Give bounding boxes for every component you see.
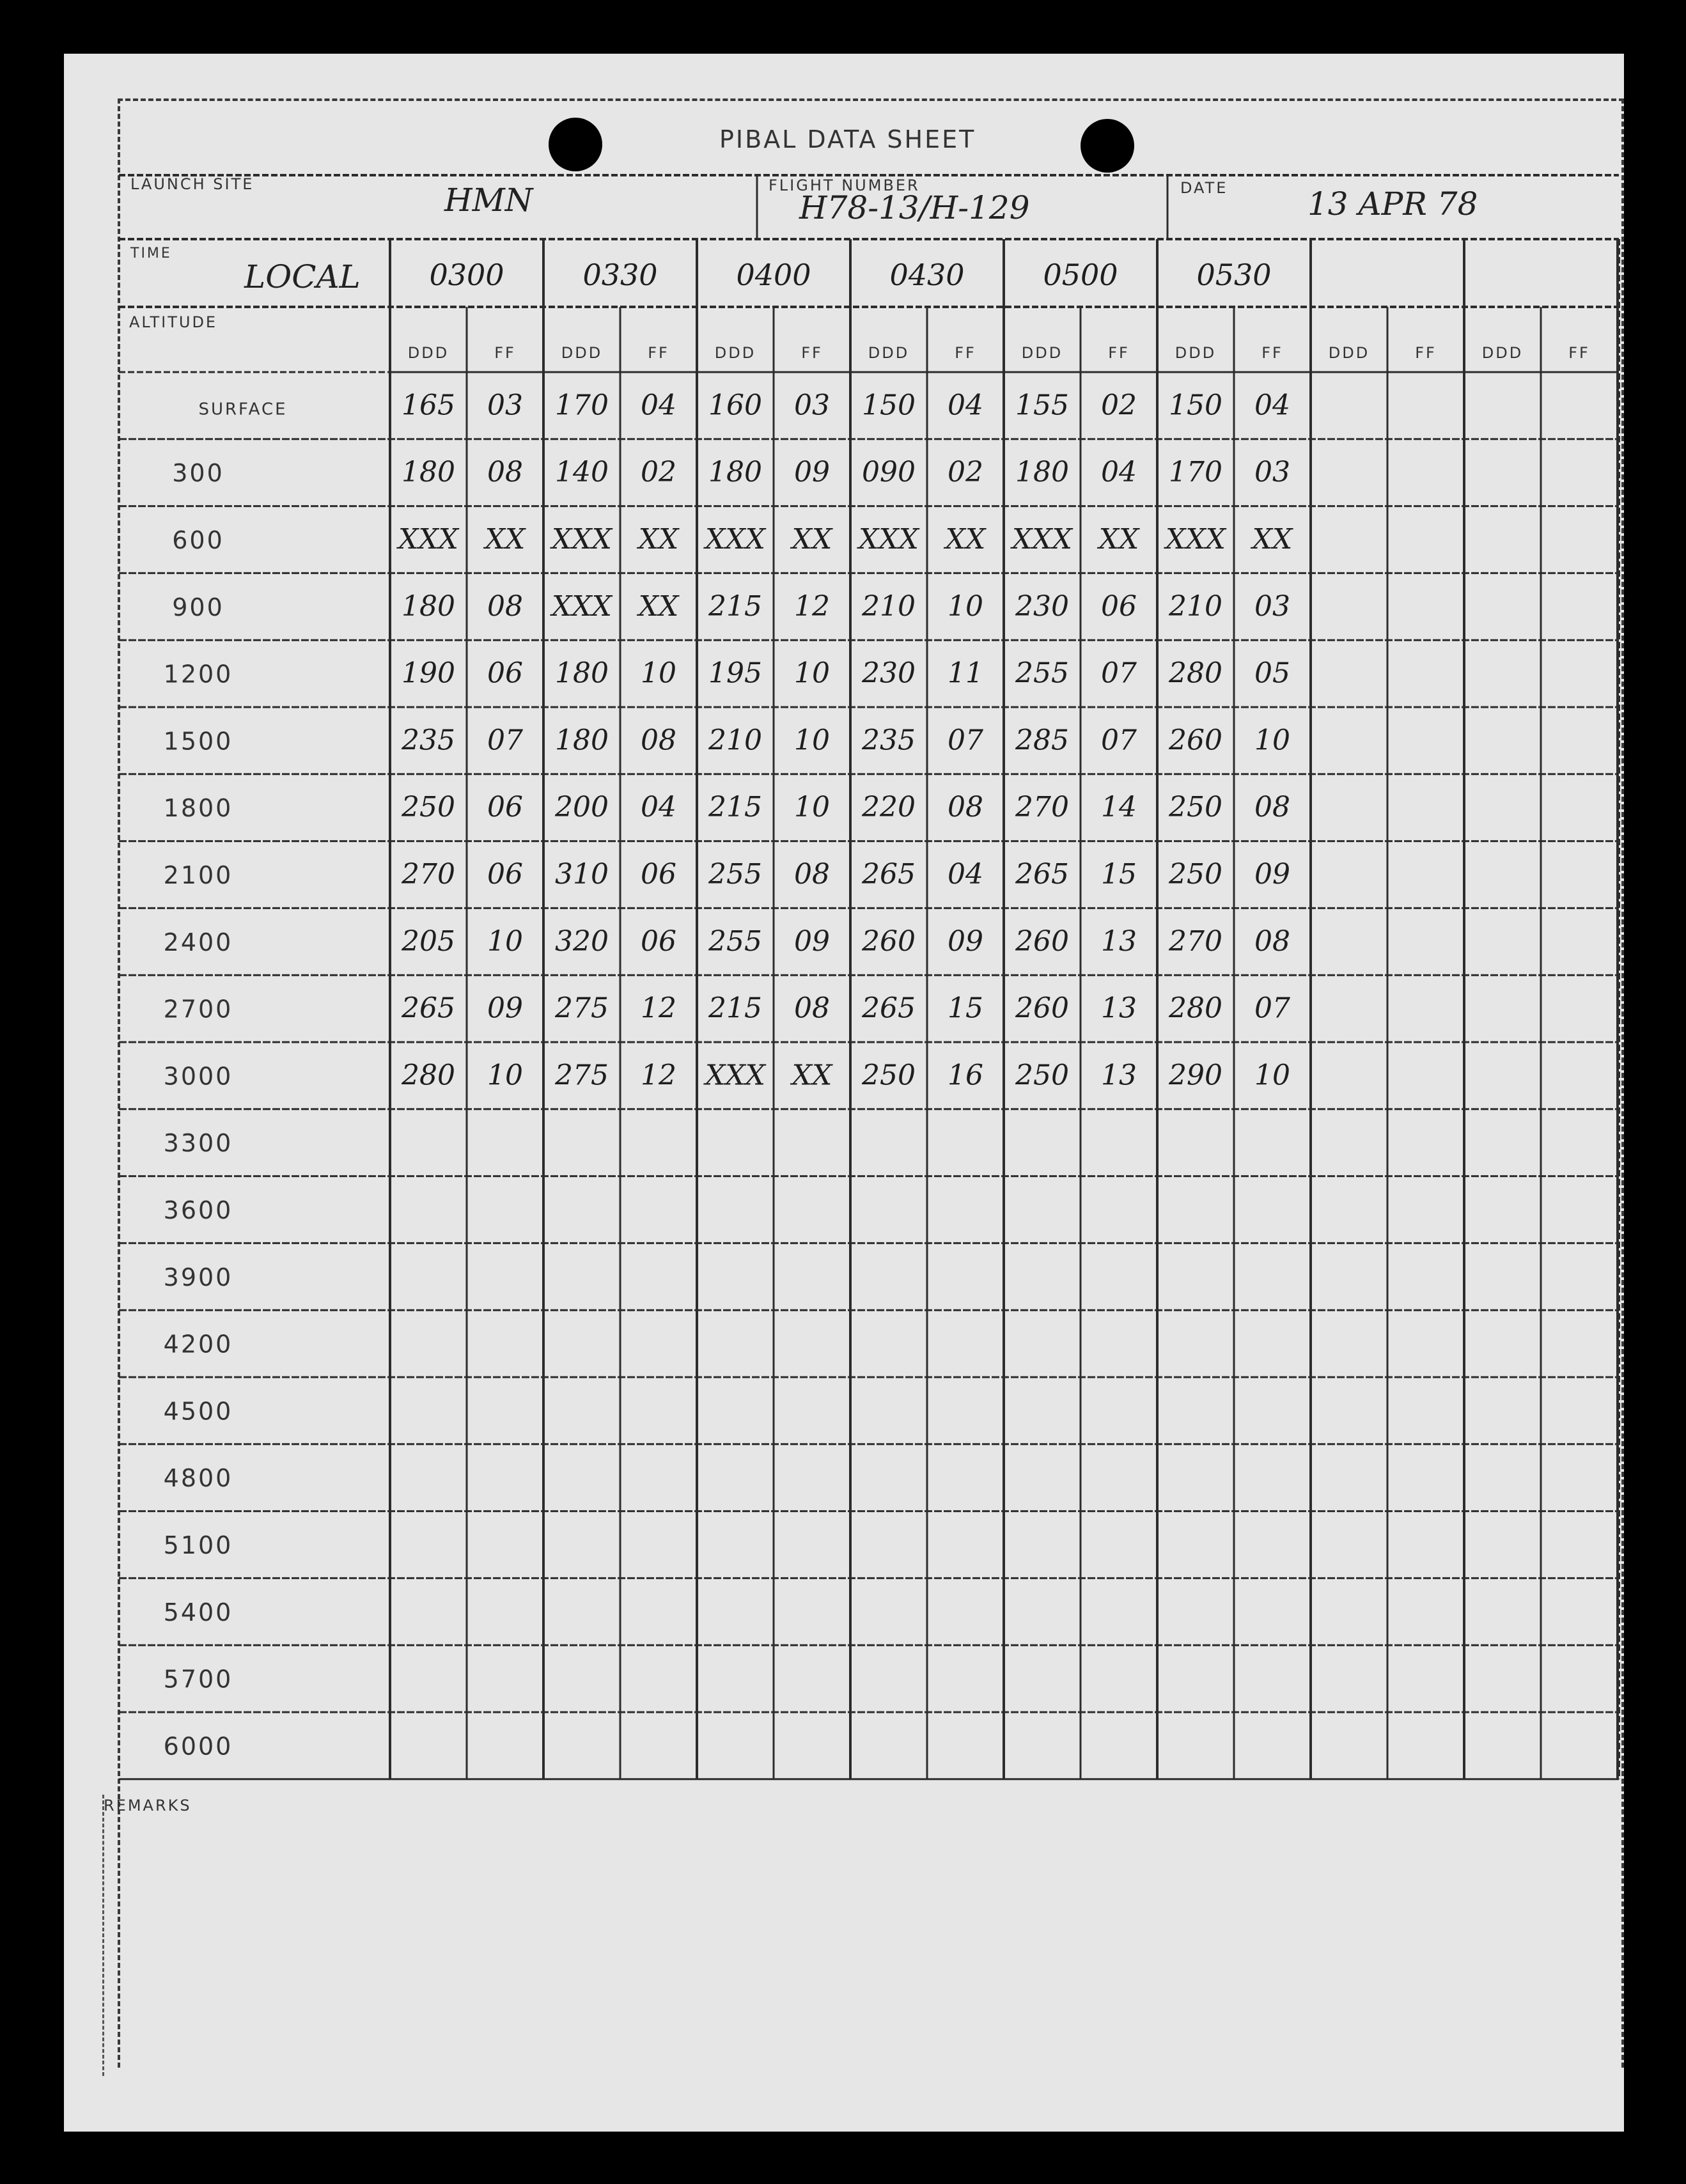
- altitude-value: 2400: [163, 928, 233, 956]
- ff-value: XX: [638, 523, 679, 556]
- ff-value: 08: [794, 992, 830, 1025]
- ff-value: 05: [1254, 657, 1290, 690]
- launch-site-label: LAUNCH SITE: [130, 175, 254, 193]
- altitude-value: 2700: [163, 995, 233, 1024]
- ddd-value: 155: [1015, 389, 1069, 422]
- ddd-value: 310: [555, 858, 609, 891]
- ddd-value: 320: [555, 924, 609, 958]
- ff-value: 08: [948, 791, 983, 824]
- ff-value: 06: [641, 924, 676, 958]
- ddd-value: 195: [708, 657, 762, 690]
- ff-value: 06: [641, 858, 676, 891]
- ddd-value: 180: [402, 589, 455, 623]
- ddd-value: 190: [402, 657, 455, 690]
- altitude-label: ALTITUDE: [129, 313, 218, 331]
- data-sheet: [64, 54, 1624, 2132]
- time-label: 0330: [582, 258, 658, 292]
- ddd-value: XXX: [1012, 523, 1072, 556]
- ff-value: 10: [487, 1059, 523, 1092]
- ff-value: 10: [641, 657, 676, 690]
- ff-value: 07: [1101, 657, 1137, 690]
- ddd-value: 260: [862, 924, 916, 958]
- ff-value: 10: [948, 589, 983, 623]
- ddd-value: 170: [555, 389, 609, 422]
- ff-value: 04: [1101, 456, 1137, 489]
- ff-value: XX: [485, 523, 526, 556]
- ff-value: XX: [1252, 523, 1293, 556]
- date-label: DATE: [1180, 179, 1228, 197]
- ff-value: 10: [1254, 724, 1290, 757]
- ff-header: FF: [801, 344, 823, 362]
- altitude-value: 2100: [163, 861, 233, 889]
- ddd-header: DDD: [561, 344, 603, 362]
- ff-value: 04: [948, 389, 983, 422]
- ddd-value: 220: [862, 791, 916, 824]
- ff-value: 14: [1101, 791, 1137, 824]
- ddd-value: 090: [862, 456, 916, 489]
- ff-value: 09: [794, 924, 830, 958]
- ddd-value: 215: [708, 589, 762, 623]
- ddd-value: 215: [708, 791, 762, 824]
- ddd-value: XXX: [552, 589, 612, 623]
- ff-value: 09: [794, 456, 830, 489]
- ff-value: 06: [487, 657, 523, 690]
- altitude-value: 300: [172, 459, 224, 488]
- ddd-value: 285: [1015, 724, 1069, 757]
- ddd-value: 255: [708, 858, 762, 891]
- ddd-header: DDD: [1175, 344, 1217, 362]
- ff-value: 06: [487, 858, 523, 891]
- ddd-value: 250: [1169, 791, 1222, 824]
- ff-value: 03: [1254, 589, 1290, 623]
- altitude-value: 5400: [163, 1598, 233, 1626]
- altitude-value: 5100: [163, 1531, 233, 1559]
- time-label: 0430: [889, 258, 965, 292]
- ff-value: XX: [638, 589, 679, 623]
- ddd-value: 250: [1169, 858, 1222, 891]
- ddd-value: 180: [555, 724, 609, 757]
- ddd-value: 255: [1015, 657, 1069, 690]
- altitude-value: 6000: [163, 1732, 233, 1761]
- ff-header: FF: [1261, 344, 1283, 362]
- ff-header: FF: [1108, 344, 1130, 362]
- ff-value: 12: [641, 1059, 676, 1092]
- time-label: 0300: [429, 258, 504, 292]
- ddd-header: DDD: [1021, 344, 1063, 362]
- ddd-value: XXX: [398, 523, 458, 556]
- form-title: PIBAL DATA SHEET: [719, 125, 976, 153]
- time-label: 0530: [1196, 258, 1272, 292]
- ff-value: 11: [948, 657, 983, 690]
- ddd-value: 150: [862, 389, 916, 422]
- altitude-value: 900: [172, 593, 224, 621]
- ddd-value: 255: [708, 924, 762, 958]
- ddd-value: 265: [1015, 858, 1069, 891]
- date-value: 13 APR 78: [1307, 185, 1478, 222]
- ddd-value: 160: [708, 389, 762, 422]
- ff-value: 07: [1101, 724, 1137, 757]
- ff-value: 10: [1254, 1059, 1290, 1092]
- ff-header: FF: [1415, 344, 1437, 362]
- altitude-value: 3900: [163, 1263, 233, 1291]
- ff-header: FF: [648, 344, 669, 362]
- ddd-value: 250: [862, 1059, 916, 1092]
- ff-header: FF: [955, 344, 976, 362]
- altitude-value: 4500: [163, 1397, 233, 1426]
- ddd-value: 200: [555, 791, 609, 824]
- ff-value: 08: [487, 589, 523, 623]
- ff-value: 13: [1101, 1059, 1137, 1092]
- ddd-header: DDD: [1328, 344, 1370, 362]
- ff-value: 10: [794, 724, 830, 757]
- ddd-value: 290: [1169, 1059, 1222, 1092]
- ddd-value: 260: [1169, 724, 1222, 757]
- ff-value: 02: [1101, 389, 1137, 422]
- ff-value: 06: [487, 791, 523, 824]
- ff-value: 03: [487, 389, 523, 422]
- ff-value: 08: [794, 858, 830, 891]
- altitude-value: 5700: [163, 1665, 233, 1694]
- ddd-value: 270: [402, 858, 455, 891]
- ddd-value: 275: [555, 992, 609, 1025]
- ff-header: FF: [494, 344, 516, 362]
- ff-header: FF: [1568, 344, 1590, 362]
- ddd-value: 210: [708, 724, 762, 757]
- time-label: 0400: [736, 258, 811, 292]
- ddd-value: XXX: [552, 523, 612, 556]
- altitude-value: 1200: [163, 660, 233, 689]
- ddd-header: DDD: [1481, 344, 1524, 362]
- time-label: 0500: [1043, 258, 1118, 292]
- ddd-value: 250: [1015, 1059, 1069, 1092]
- ff-value: 09: [487, 992, 523, 1025]
- ff-value: 13: [1101, 992, 1137, 1025]
- ddd-value: 215: [708, 992, 762, 1025]
- ddd-value: 280: [1169, 992, 1222, 1025]
- ff-value: 13: [1101, 924, 1137, 958]
- ddd-value: 250: [402, 791, 455, 824]
- ff-value: 02: [948, 456, 983, 489]
- ff-value: 03: [794, 389, 830, 422]
- ddd-value: 265: [862, 858, 916, 891]
- ff-value: 06: [1101, 589, 1137, 623]
- ff-value: 08: [1254, 791, 1290, 824]
- time-zone-value: LOCAL: [244, 258, 361, 295]
- altitude-value: 3000: [163, 1062, 233, 1091]
- ff-value: 04: [1254, 389, 1290, 422]
- ddd-value: 180: [708, 456, 762, 489]
- ddd-value: 265: [402, 992, 455, 1025]
- ff-value: 12: [641, 992, 676, 1025]
- ff-value: XX: [792, 523, 832, 556]
- altitude-value: 3600: [163, 1196, 233, 1224]
- launch-site-value: HMN: [444, 182, 533, 219]
- ddd-value: 140: [555, 456, 609, 489]
- ff-value: XX: [1098, 523, 1139, 556]
- ddd-value: 275: [555, 1059, 609, 1092]
- ddd-value: 235: [402, 724, 455, 757]
- ddd-value: 150: [1169, 389, 1222, 422]
- ff-value: 09: [1254, 858, 1290, 891]
- ddd-value: 165: [402, 389, 455, 422]
- ff-value: 08: [641, 724, 676, 757]
- ddd-header: DDD: [714, 344, 756, 362]
- ddd-value: 180: [1015, 456, 1069, 489]
- ddd-value: 210: [1169, 589, 1222, 623]
- altitude-value: 4200: [163, 1330, 233, 1359]
- ff-value: 04: [641, 791, 676, 824]
- flight-number-value: H78-13/H-129: [799, 189, 1030, 226]
- ddd-value: 210: [862, 589, 916, 623]
- ddd-value: 230: [862, 657, 916, 690]
- ddd-header: DDD: [868, 344, 910, 362]
- ddd-value: 180: [402, 456, 455, 489]
- altitude-value: 1500: [163, 727, 233, 756]
- ff-value: 10: [794, 657, 830, 690]
- ff-value: 07: [487, 724, 523, 757]
- ff-value: 09: [948, 924, 983, 958]
- ddd-value: XXX: [705, 523, 765, 556]
- ddd-value: 260: [1015, 992, 1069, 1025]
- ddd-value: 260: [1015, 924, 1069, 958]
- ff-value: 15: [1101, 858, 1137, 891]
- time-label: TIME: [130, 246, 172, 261]
- altitude-value: 3300: [163, 1129, 233, 1158]
- ff-value: 10: [794, 791, 830, 824]
- ddd-header: DDD: [407, 344, 449, 362]
- ddd-value: XXX: [1166, 523, 1226, 556]
- altitude-value: 1800: [163, 794, 233, 823]
- altitude-value: 4800: [163, 1464, 233, 1493]
- ff-value: 12: [794, 589, 830, 623]
- ddd-value: 280: [402, 1059, 455, 1092]
- ff-value: 02: [641, 456, 676, 489]
- data-grid: [64, 54, 1624, 2132]
- ff-value: 15: [948, 992, 983, 1025]
- ff-value: 08: [487, 456, 523, 489]
- ddd-value: 270: [1015, 791, 1069, 824]
- ddd-value: 265: [862, 992, 916, 1025]
- altitude-value: SURFACE: [198, 400, 288, 419]
- ddd-value: 270: [1169, 924, 1222, 958]
- remarks-label: REMARKS: [104, 1797, 192, 1814]
- ff-value: 08: [1254, 924, 1290, 958]
- ff-value: 04: [641, 389, 676, 422]
- ddd-value: 205: [402, 924, 455, 958]
- ff-value: XX: [945, 523, 986, 556]
- ddd-value: XXX: [859, 523, 919, 556]
- ff-value: 03: [1254, 456, 1290, 489]
- ff-value: 07: [1254, 992, 1290, 1025]
- ddd-value: 235: [862, 724, 916, 757]
- ff-value: 07: [948, 724, 983, 757]
- altitude-value: 600: [172, 526, 224, 554]
- ff-value: XX: [792, 1059, 832, 1092]
- ddd-value: 170: [1169, 456, 1222, 489]
- ff-value: 16: [948, 1059, 983, 1092]
- ff-value: 04: [948, 858, 983, 891]
- ddd-value: XXX: [705, 1059, 765, 1092]
- ddd-value: 230: [1015, 589, 1069, 623]
- ddd-value: 280: [1169, 657, 1222, 690]
- ddd-value: 180: [555, 657, 609, 690]
- ff-value: 10: [487, 924, 523, 958]
- flight-number-label: FLIGHT NUMBER: [769, 176, 920, 194]
